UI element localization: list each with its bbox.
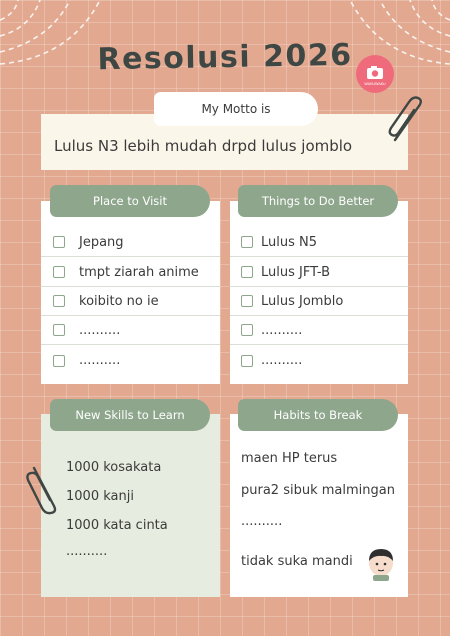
checklist-item-label: koibito no ie — [79, 293, 159, 309]
camera-badge-icon — [356, 55, 394, 93]
checkbox[interactable] — [241, 295, 253, 307]
checklist-item-label: Lulus JFT-B — [261, 264, 330, 280]
checklist-item[interactable] — [230, 316, 408, 345]
checkbox[interactable] — [53, 266, 65, 278]
checklist-item-label: .......... — [261, 322, 303, 338]
checkbox[interactable] — [241, 355, 253, 367]
paperclip-icon — [387, 96, 431, 146]
list-item: 1000 kata cinta — [66, 518, 168, 533]
heading-label: Place to Visit — [93, 194, 167, 208]
new-skills-card — [41, 414, 220, 597]
paperclip-icon — [24, 464, 64, 516]
heading-label: Things to Do Better — [261, 194, 375, 208]
checklist-item[interactable] — [230, 228, 408, 257]
checklist-item[interactable] — [230, 287, 408, 316]
checklist-item-label: .......... — [79, 353, 121, 368]
checkbox[interactable] — [241, 324, 253, 336]
new-skills-heading — [50, 399, 210, 431]
checklist-item-label: Lulus N5 — [261, 234, 318, 250]
checklist-item[interactable] — [230, 258, 408, 287]
checklist-item[interactable] — [41, 258, 220, 287]
heading-label: Habits to Break — [273, 408, 363, 422]
checkbox[interactable] — [241, 266, 253, 278]
list-item: 1000 kanji — [66, 489, 134, 504]
list-item: pura2 sibuk malmingan — [241, 483, 395, 498]
habits-to-break-heading — [238, 399, 398, 431]
checklist-item-label: .......... — [261, 353, 303, 368]
motto-label: My Motto is — [201, 102, 271, 116]
checkbox[interactable] — [53, 236, 65, 248]
list-item: tidak suka mandi — [241, 554, 353, 569]
things-to-do-better-card — [230, 201, 408, 384]
page-title: Resolusi 2026 — [97, 37, 353, 78]
avatar-sticker-icon — [364, 544, 398, 582]
list-item: maen HP terus — [241, 451, 338, 466]
checklist-item[interactable] — [230, 346, 408, 375]
place-to-visit-card — [41, 201, 220, 384]
checklist-item-label: Lulus Jomblo — [261, 293, 344, 309]
things-to-do-better-heading — [238, 185, 398, 217]
checklist-item[interactable] — [41, 346, 220, 375]
checkbox[interactable] — [53, 355, 65, 367]
heading-label: New Skills to Learn — [75, 408, 185, 422]
checkbox[interactable] — [241, 236, 253, 248]
checklist-item[interactable] — [41, 228, 220, 257]
checklist-item[interactable] — [41, 316, 220, 345]
checklist-item-label: tmpt ziarah anime — [79, 264, 199, 280]
checkbox[interactable] — [53, 295, 65, 307]
badge-caption: WAKUWAKU — [364, 82, 386, 86]
checklist-item-label: .......... — [79, 322, 121, 338]
motto-label-pill — [154, 92, 318, 126]
list-item: .......... — [66, 544, 108, 559]
place-to-visit-heading — [50, 185, 210, 217]
checkbox[interactable] — [53, 324, 65, 336]
checklist-item[interactable] — [41, 287, 220, 316]
motto-text: Lulus N3 lebih mudah drpd lulus jomblo — [54, 137, 353, 155]
list-item: .......... — [241, 514, 283, 529]
list-item: 1000 kosakata — [66, 460, 162, 475]
checklist-item-label: Jepang — [79, 234, 124, 250]
